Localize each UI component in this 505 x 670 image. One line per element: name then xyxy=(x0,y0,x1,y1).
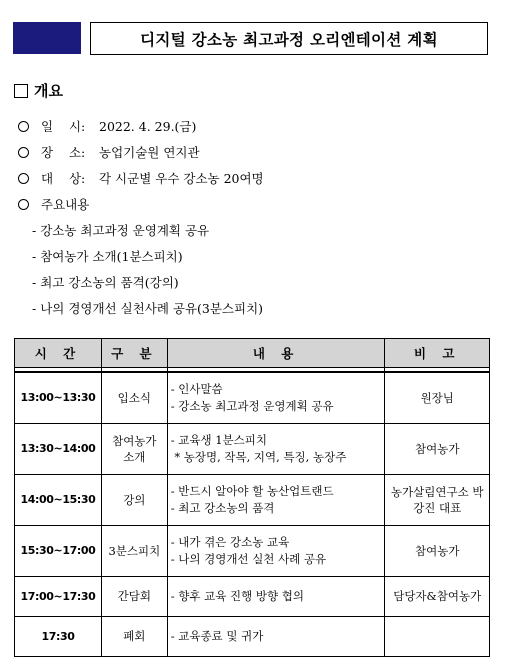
row-time: 17:30 xyxy=(15,616,102,656)
document-header xyxy=(13,22,488,56)
row-time: 17:00~17:30 xyxy=(15,576,102,616)
table-row xyxy=(15,372,490,423)
row-content xyxy=(167,423,385,474)
schedule-table xyxy=(14,338,490,657)
content-line: - 교육종료 및 귀가 xyxy=(170,628,264,643)
table-header-row xyxy=(15,339,490,368)
row-content xyxy=(167,474,385,525)
document-title: 디지털 강소농 최고과정 오리엔테이션 계획 xyxy=(90,22,488,55)
row-note xyxy=(385,616,490,656)
row-category: 폐회 xyxy=(101,616,167,656)
info-item-date xyxy=(18,117,196,135)
info-item-target xyxy=(18,169,264,187)
content-subitem: - 나의 경영개선 실천사례 공유(3분스피치) xyxy=(32,301,264,316)
row-time: 15:30~17:00 xyxy=(15,525,102,576)
content-line: - 반드시 알아야 할 농산업트랜드 xyxy=(170,483,334,498)
row-content xyxy=(167,372,385,423)
row-category: 강의 xyxy=(101,474,167,525)
content-line: - 교육생 1분스피치 xyxy=(170,432,267,447)
row-time: 13:30~14:00 xyxy=(15,423,102,474)
row-category: 참여농가 소개 xyxy=(101,423,167,474)
info-value: 농업기술원 연지관 xyxy=(99,145,200,160)
table-row xyxy=(15,474,490,525)
circle-bullet-icon xyxy=(18,121,29,132)
column-header-content: 내 용 xyxy=(167,339,385,368)
row-note: 참여농가 xyxy=(385,525,490,576)
content-subitem: - 최고 강소농의 품격(강의) xyxy=(32,275,179,290)
row-category: 3분스피치 xyxy=(101,525,167,576)
header-color-block xyxy=(13,22,81,54)
row-note: 농가살림연구소 박강진 대표 xyxy=(385,474,490,525)
checkbox-square-icon xyxy=(14,84,28,98)
circle-bullet-icon xyxy=(18,173,29,184)
row-note: 참여농가 xyxy=(385,423,490,474)
row-time: 13:00~13:30 xyxy=(15,372,102,423)
row-category: 간담회 xyxy=(101,576,167,616)
info-label: 대 상: xyxy=(41,171,86,186)
content-subitem: - 강소농 최고과정 운영계획 공유 xyxy=(32,223,210,238)
content-line: - 나의 경영개선 실천 사례 공유 xyxy=(170,551,327,566)
content-line: * 농장명, 작목, 지역, 특징, 농장주 xyxy=(170,449,347,464)
column-header-category: 구 분 xyxy=(101,339,167,368)
table-row xyxy=(15,423,490,474)
info-item-contents xyxy=(18,195,89,213)
row-category: 입소식 xyxy=(101,372,167,423)
row-note: 원장님 xyxy=(385,372,490,423)
content-subitem: - 참여농가 소개(1분스피치) xyxy=(32,249,183,264)
table-row xyxy=(15,616,490,656)
info-value: 2022. 4. 29.(금) xyxy=(99,119,197,134)
content-line: - 인사말씀 xyxy=(170,381,223,396)
table-row xyxy=(15,576,490,616)
info-label: 장 소: xyxy=(41,145,86,160)
circle-bullet-icon xyxy=(18,199,29,210)
row-content xyxy=(167,616,385,656)
column-header-note: 비 고 xyxy=(385,339,490,368)
column-header-time: 시 간 xyxy=(15,339,102,368)
content-line: - 강소농 최고과정 운영계획 공유 xyxy=(170,398,334,413)
content-line: - 최고 강소농의 품격 xyxy=(170,500,275,515)
circle-bullet-icon xyxy=(18,147,29,158)
section-heading xyxy=(14,80,63,101)
info-value: 각 시군별 우수 강소농 20여명 xyxy=(99,171,264,186)
row-note: 담당자&참여농가 xyxy=(385,576,490,616)
info-label: 주요내용 xyxy=(41,197,90,212)
info-item-place xyxy=(18,143,200,161)
content-line: - 내가 겪은 강소농 교육 xyxy=(170,534,290,549)
section-title: 개요 xyxy=(34,82,63,100)
row-content xyxy=(167,576,385,616)
content-line: - 향후 교육 진행 방향 협의 xyxy=(170,588,304,603)
row-content xyxy=(167,525,385,576)
info-label: 일 시: xyxy=(41,119,86,134)
row-time: 14:00~15:30 xyxy=(15,474,102,525)
table-row xyxy=(15,525,490,576)
